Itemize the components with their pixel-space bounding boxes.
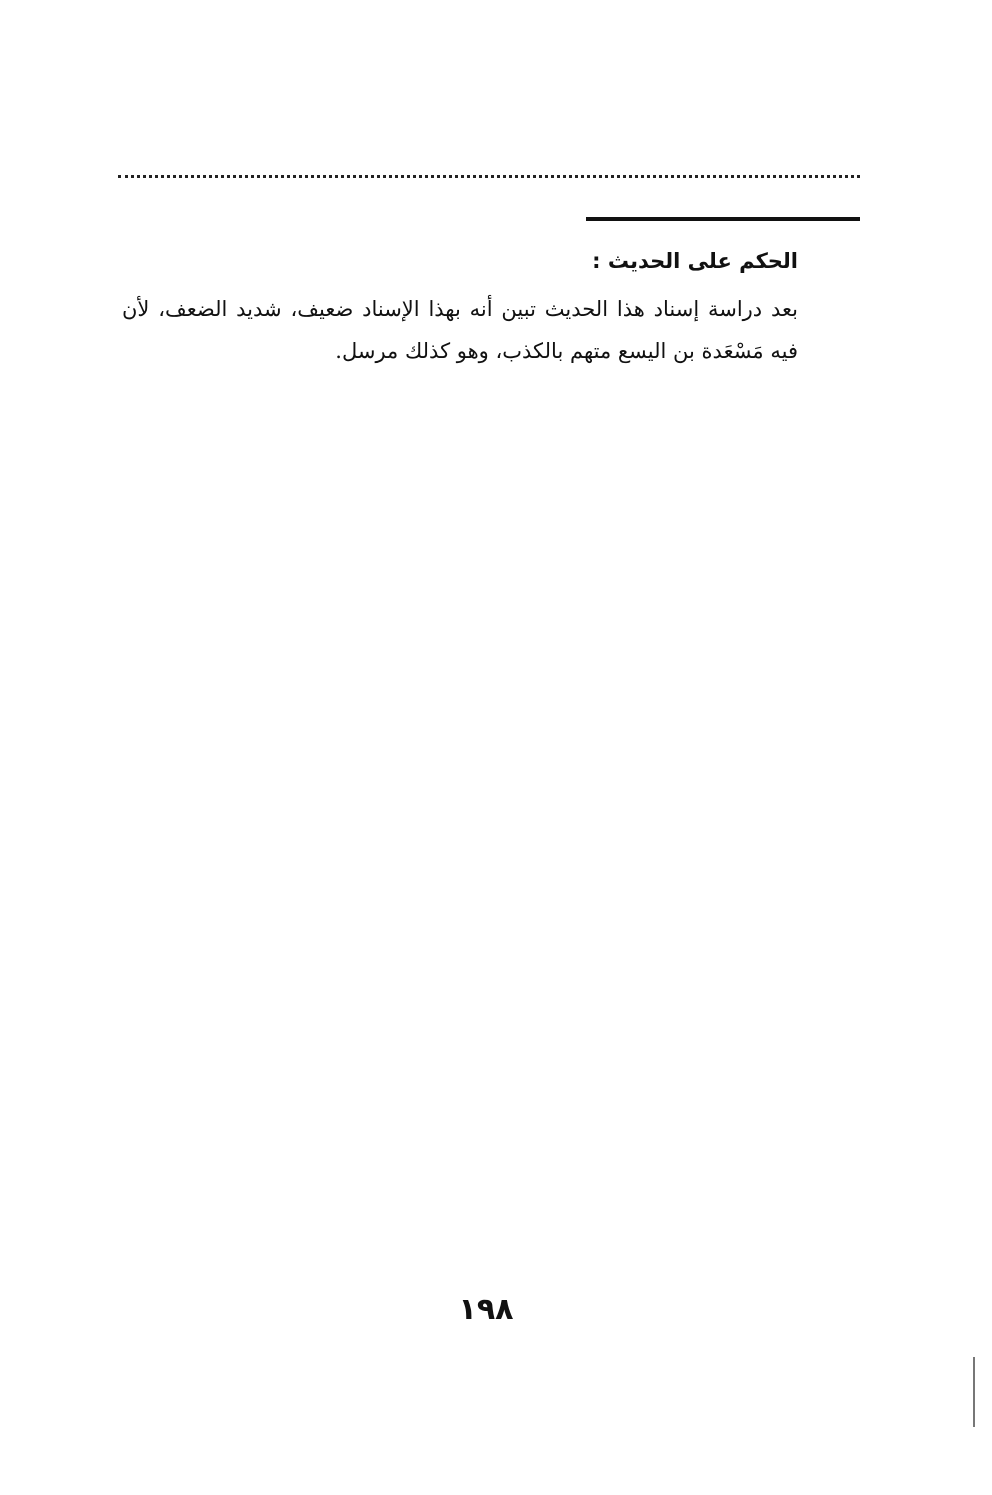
text-block (122, 244, 798, 372)
section-rule (586, 217, 860, 221)
page-number: ١٩٨ (458, 1292, 514, 1327)
section-paragraph: بعد دراسة إسناد هذا الحديث تبين أنه بهذا الإسناد ضعيف، شديد الضعف، لأن فيه مَسْعَدة بن اليسع متهم بالكذب، وهو كذلك مرسل. (122, 297, 798, 363)
margin-mark (973, 1357, 975, 1427)
section-heading: الحكم على الحديث : (592, 249, 798, 273)
dotted-separator (118, 175, 860, 178)
